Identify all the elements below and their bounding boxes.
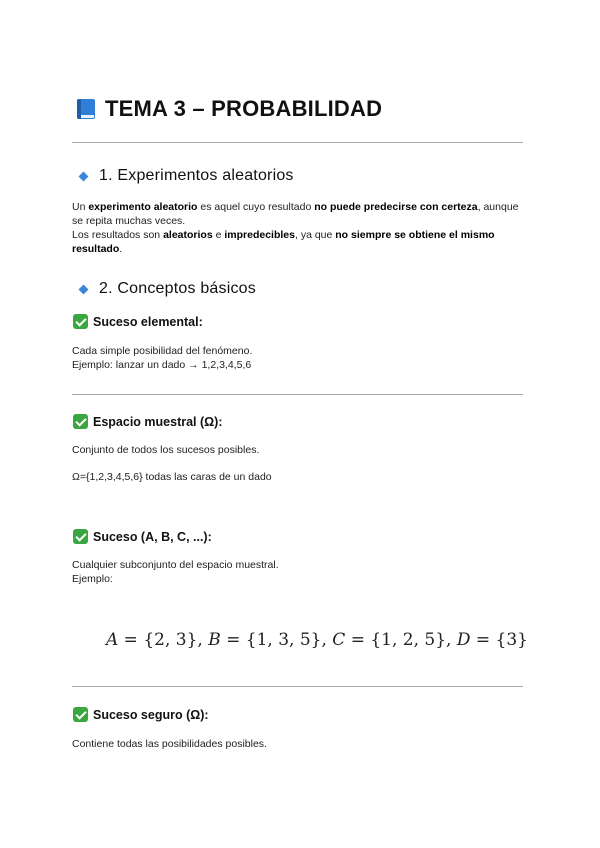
green-check-icon [73, 414, 88, 429]
text-line: Cada simple posibilidad del fenómeno. [72, 345, 253, 357]
blue-book-icon [75, 98, 97, 120]
text-run: e [212, 229, 225, 241]
green-check-icon [73, 529, 88, 544]
text-line: Ejemplo: lanzar un dado → 1,2,3,4,5,6 [72, 359, 252, 371]
paragraph-definicion [72, 200, 532, 256]
text-line: Ω={1,2,3,4,5,6} todas las caras de un dado [72, 471, 272, 483]
text-line: Conjunto de todos los sucesos posibles. [72, 444, 260, 456]
divider [72, 394, 523, 395]
section-heading-text: 1. Experimentos aleatorios [99, 167, 294, 184]
text-line: Cualquier subconjunto del espacio muestral. [72, 559, 279, 571]
subheading-text: Suceso elemental: [93, 314, 203, 329]
subheading-suceso-seguro [73, 707, 209, 722]
page-title [75, 96, 382, 122]
text-run: . [119, 243, 123, 255]
formula-sucesos [106, 630, 528, 650]
formula-var: D [456, 630, 471, 650]
formula-set: = {3} [470, 630, 528, 650]
bold-term: aleatorios [163, 229, 213, 241]
text-line: Contiene todas las posibilidades posibles. [72, 738, 267, 750]
formula-var: A [106, 630, 119, 650]
paragraph-espacio-muestral-2 [72, 470, 532, 484]
subheading-espacio-muestral [73, 414, 223, 429]
formula-set: = {1, 3, 5}, [220, 630, 333, 650]
section-heading-text: 2. Conceptos básicos [99, 280, 256, 297]
paragraph-espacio-muestral-1 [72, 443, 532, 457]
green-check-icon [73, 707, 88, 722]
formula-set: = {1, 2, 5}, [345, 630, 457, 650]
formula-var: B [208, 630, 221, 650]
paragraph-suceso [72, 558, 532, 586]
text-run: Los resultados son [72, 229, 164, 241]
bold-term: no siempre se obtiene el mismo resultado [72, 229, 495, 255]
text-run: , ya que [294, 229, 336, 241]
section-heading-experimentos [78, 167, 294, 185]
diamond-bullet-icon [79, 171, 89, 181]
divider [72, 142, 523, 143]
page-title-text: TEMA 3 – PROBABILIDAD [105, 96, 383, 121]
subheading-text: Suceso seguro (Ω): [93, 707, 209, 722]
divider [72, 686, 523, 687]
subheading-text: Espacio muestral (Ω): [93, 414, 223, 429]
text-run: Un [72, 201, 89, 213]
text-run: , aunque se repita muchas veces. [72, 201, 519, 227]
subheading-text: Suceso (A, B, C, ...): [93, 529, 212, 544]
diamond-bullet-icon [79, 284, 89, 294]
formula-set: = {2, 3}, [118, 630, 209, 650]
subheading-suceso [73, 529, 212, 544]
paragraph-suceso-elemental [72, 344, 532, 372]
section-heading-conceptos [78, 280, 256, 298]
green-check-icon [73, 314, 88, 329]
bold-term: no puede predecirse con certeza [314, 201, 478, 213]
subheading-suceso-elemental [73, 314, 203, 329]
bold-term: experimento aleatorio [88, 201, 198, 213]
formula-var: C [332, 630, 346, 650]
text-line: Ejemplo: [72, 573, 113, 585]
paragraph-suceso-seguro [72, 737, 532, 751]
bold-term: impredecibles [224, 229, 295, 241]
text-run: es aquel cuyo resultado [197, 201, 315, 213]
